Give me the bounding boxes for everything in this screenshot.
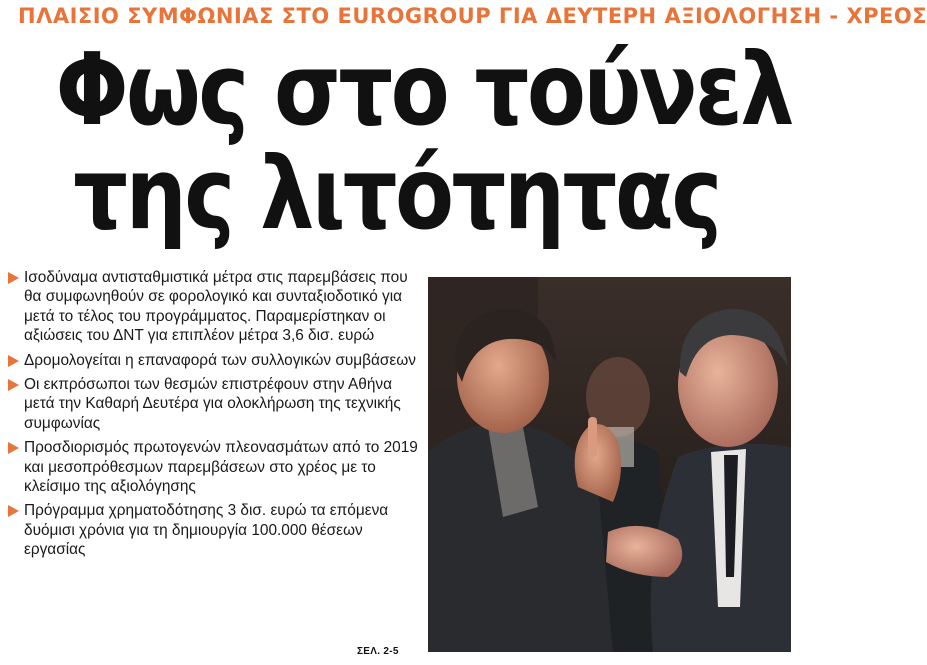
headline-line-1: Φως στο τούνελ: [55, 31, 792, 148]
bullet-item: [7, 268, 425, 346]
headline-line-2: της λιτότητας: [73, 135, 720, 252]
bullet-item: [7, 438, 425, 496]
bullet-triangle-icon: [8, 355, 19, 367]
bullet-triangle-icon: [8, 272, 19, 284]
bullet-triangle-icon: [8, 442, 19, 454]
bullet-triangle-icon: [8, 505, 19, 517]
bullet-text: Δρομολογείται η επαναφορά των συλλογικών συμβάσεων: [24, 351, 416, 369]
bullet-text: Οι εκπρόσωποι των θεσμών επιστρέφουν στην Αθήνα μετά την Καθαρή Δευτέρα για ολοκλήρωση της τεχνικής συμφωνίας: [24, 376, 401, 432]
bullet-list: [7, 268, 425, 565]
bullet-text: Ισοδύναμα αντισταθμιστικά μέτρα στις παρεμβάσεις που θα συμφωνηθούν σε φορολογικό και συνταξιοδοτικό για μετά το τέλος του προγράμματος. Παραμερίστηκαν οι αξιώσεις του ΔΝΤ για επιπλέον μέτρα 3,6 δισ. ευρώ: [24, 269, 408, 345]
headline: [55, 31, 792, 252]
bullet-item: [7, 351, 425, 370]
news-photo: [428, 277, 791, 652]
kicker-strapline: ΠΛΑΙΣΙΟ ΣΥΜΦΩΝΙΑΣ ΣΤΟ EUROGROUP ΓΙΑ ΔΕΥΤΕΡΗ ΑΞΙΟΛΟΓΗΣΗ - ΧΡΕΟΣ: [18, 4, 927, 28]
bullet-text: Προσδιορισμός πρωτογενών πλεονασμάτων από το 2019 και μεσοπρόθεσμων παρεμβάσεων στο χρέος με το κλείσιμο της αξιολόγησης: [24, 439, 418, 496]
bullet-item: [7, 375, 425, 433]
bullet-text: Πρόγραμμα χρηματοδότησης 3 δισ. ευρώ τα επόμενα δυόμισι χρόνια για τη δημιουργία 100.000 θέσεων εργασίας: [24, 502, 389, 559]
photo-illustration: [428, 277, 791, 652]
page-reference: ΣΕΛ. 2-5: [357, 646, 399, 657]
bullet-item: [7, 501, 425, 559]
bullet-triangle-icon: [8, 379, 19, 391]
